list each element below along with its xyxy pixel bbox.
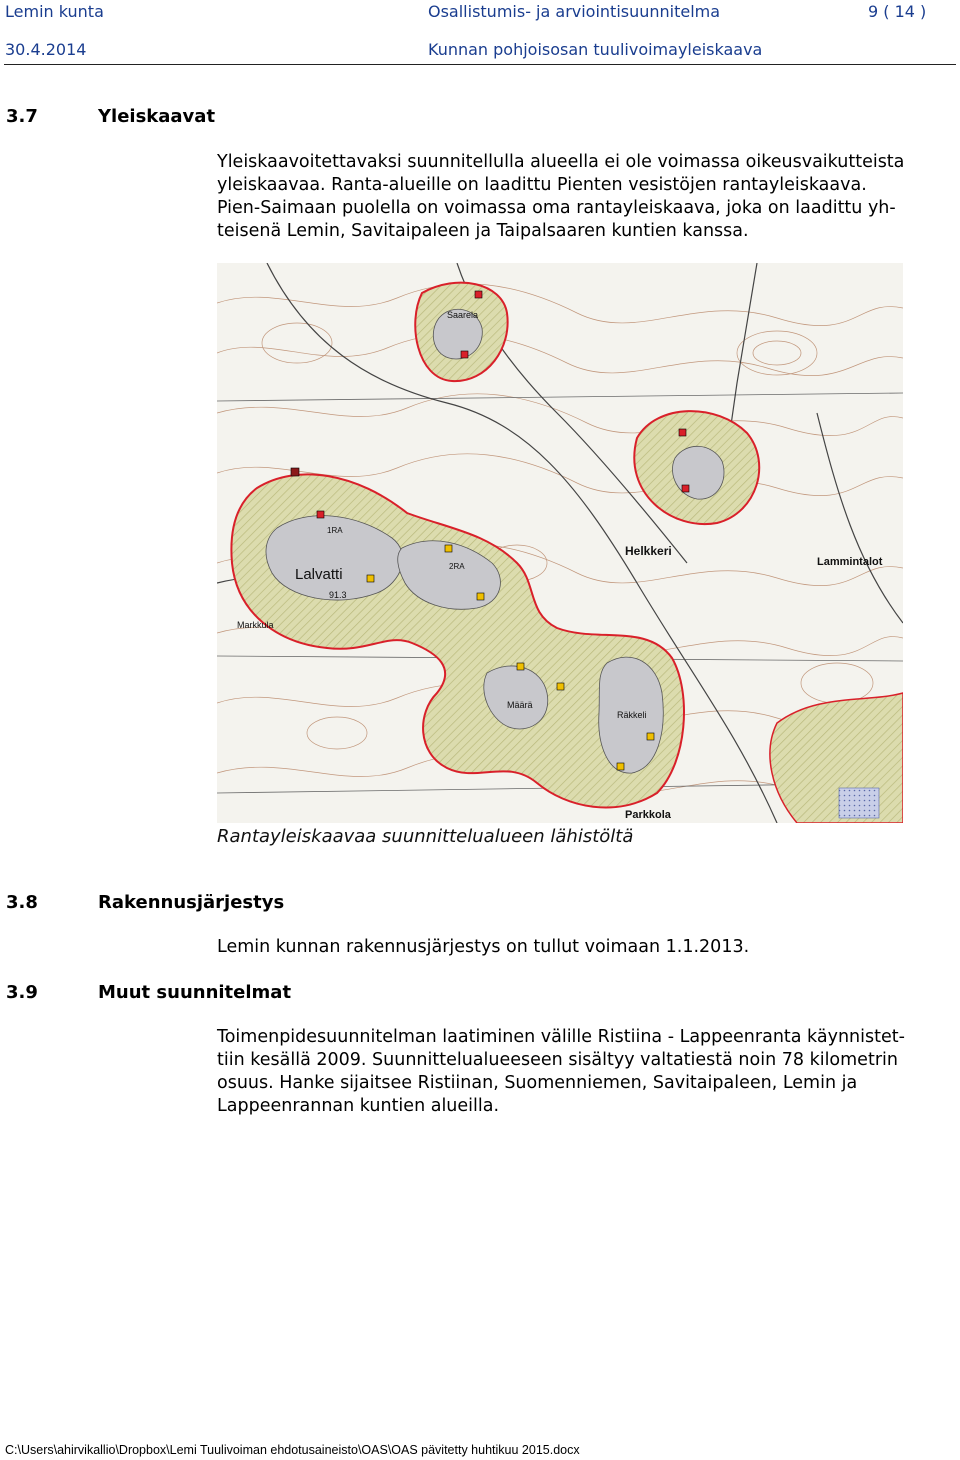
- section-3-9-number: 3.9: [6, 982, 38, 1003]
- section-3-7-paragraph: [217, 151, 953, 243]
- footer-file-path: C:\Users\ahirvikallio\Dropbox\Lemi Tuulivoiman ehdotusaineisto\OAS\OAS pävitetty huhtikuu 2015.docx: [5, 1443, 580, 1457]
- section-3-9-paragraph: [217, 1026, 953, 1118]
- paragraph-line: Toimenpidesuunnitelman laatiminen välille Ristiina - Lappeenranta käynnistet-: [217, 1027, 905, 1047]
- label-2ra: 2RA: [449, 562, 465, 571]
- map-caption: Rantayleiskaavaa suunnittelualueen lähistöltä: [217, 826, 634, 847]
- paragraph-line: teisenä Lemin, Savitaipaleen ja Taipalsaaren kuntien kanssa.: [217, 221, 749, 241]
- header-document-title: Osallistumis- ja arviointisuunnitelma: [428, 2, 721, 21]
- label-elevation: 91.3: [329, 590, 347, 600]
- header-project-name: Kunnan pohjoisosan tuulivoimayleiskaava: [428, 40, 763, 59]
- section-3-8-text: Lemin kunnan rakennusjärjestys on tullut voimaan 1.1.2013.: [217, 937, 750, 957]
- header-page-number: 9 ( 14 ): [868, 2, 927, 21]
- section-3-7-number: 3.7: [6, 106, 38, 127]
- section-3-7-title: Yleiskaavat: [98, 106, 216, 127]
- paragraph-line: yleiskaavaa. Ranta-alueille on laadittu Pienten vesistöjen rantayleiskaava.: [217, 175, 867, 195]
- label-lammintalot: Lammintalot: [817, 556, 883, 568]
- wetland-area: [839, 788, 879, 818]
- header-date: 30.4.2014: [5, 40, 87, 59]
- section-3-8-title: Rakennusjärjestys: [98, 892, 285, 913]
- section-3-8-number: 3.8: [6, 892, 38, 913]
- label-saarela: Saarela: [447, 310, 479, 320]
- header-municipality: Lemin kunta: [5, 2, 104, 21]
- label-parkkola: Parkkola: [625, 809, 671, 821]
- label-1ra: 1RA: [327, 526, 343, 535]
- label-rakkeli: Räkkeli: [617, 710, 647, 720]
- label-maara: Määrä: [507, 700, 533, 710]
- section-3-9-title: Muut suunnitelmat: [98, 982, 292, 1003]
- label-helkkeri: Helkkeri: [625, 544, 672, 558]
- label-lalvatti: Lalvatti: [295, 566, 343, 583]
- paragraph-line: Pien-Saimaan puolella on voimassa oma rantayleiskaava, joka on laadittu yh-: [217, 198, 896, 218]
- paragraph-line: tiin kesällä 2009. Suunnittelualueeseen sisältyy valtatiestä noin 78 kilometrin: [217, 1050, 898, 1070]
- header-rule: [4, 64, 956, 65]
- paragraph-line: osuus. Hanke sijaitsee Ristiinan, Suomenniemen, Savitaipaleen, Lemin ja: [217, 1073, 858, 1093]
- paragraph-line: Yleiskaavoitettavaksi suunnitellulla alueella ei ole voimassa oikeusvaikutteista: [217, 152, 905, 172]
- label-markkula: Markkula: [237, 620, 274, 630]
- paragraph-line: Lappeenrannan kuntien alueilla.: [217, 1096, 500, 1116]
- shoreline-plan-map: [217, 263, 903, 823]
